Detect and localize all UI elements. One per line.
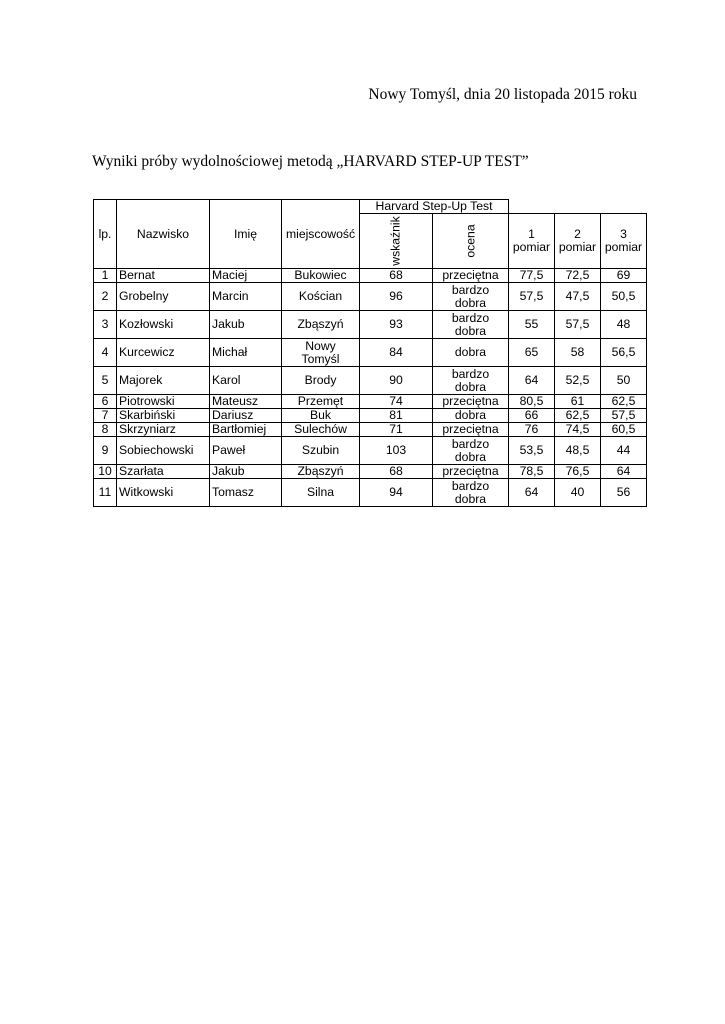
cell-wskaznik-text: 90 — [389, 373, 403, 387]
cell-lp — [94, 283, 117, 311]
cell-miejscowosc — [282, 479, 360, 507]
cell-wskaznik-text: 68 — [389, 268, 403, 282]
cell-pomiar-2-text: 57,5 — [565, 317, 590, 331]
cell-pomiar-1 — [509, 395, 555, 409]
cell-wskaznik-text: 71 — [389, 422, 403, 436]
cell-lp-text: 11 — [98, 485, 112, 499]
cell-pomiar-3-text: 60,5 — [611, 422, 636, 436]
cell-wskaznik — [360, 311, 433, 339]
table-row — [94, 437, 647, 465]
col-header-wskaznik — [360, 214, 433, 269]
cell-ocena-text: przeciętna — [442, 394, 499, 408]
cell-lp — [94, 423, 117, 437]
cell-pomiar-2 — [555, 367, 601, 395]
cell-pomiar-3 — [601, 479, 647, 507]
col-header-pomiar-2-label: pomiar — [558, 240, 597, 254]
cell-pomiar-3-text: 48 — [616, 317, 631, 331]
cell-pomiar-2 — [555, 339, 601, 367]
cell-ocena — [433, 479, 509, 507]
cell-imie-text: Karol — [212, 373, 241, 387]
cell-pomiar-1 — [509, 367, 555, 395]
cell-pomiar-2-text: 61 — [570, 394, 585, 408]
cell-lp-text: 2 — [101, 289, 109, 303]
cell-nazwisko — [117, 479, 210, 507]
cell-pomiar-2 — [555, 311, 601, 339]
col-header-pomiar-1-label: pomiar — [512, 240, 551, 254]
cell-pomiar-2 — [555, 269, 601, 283]
cell-miejscowosc — [282, 409, 360, 423]
cell-pomiar-3-text: 62,5 — [611, 394, 636, 408]
cell-imie — [210, 269, 282, 283]
cell-nazwisko — [117, 269, 210, 283]
cell-wskaznik-text: 81 — [389, 408, 403, 422]
cell-miejscowosc-text: Bukowiec — [294, 268, 347, 282]
cell-imie-text: Michał — [212, 345, 248, 359]
cell-imie — [210, 339, 282, 367]
cell-miejscowosc-text: Zbąszyń — [297, 464, 344, 478]
cell-pomiar-3 — [601, 423, 647, 437]
table-row — [94, 311, 647, 339]
cell-imie-text: Paweł — [212, 443, 246, 457]
results-table — [93, 199, 647, 507]
cell-wskaznik — [360, 367, 433, 395]
table-row — [94, 339, 647, 367]
cell-wskaznik-text: 96 — [389, 289, 403, 303]
cell-pomiar-2-text: 52,5 — [565, 373, 590, 387]
cell-lp — [94, 465, 117, 479]
cell-lp-text: 10 — [98, 464, 112, 478]
cell-nazwisko — [117, 437, 210, 465]
cell-wskaznik-text: 94 — [389, 485, 403, 499]
cell-ocena-text: dobra — [454, 295, 487, 310]
cell-pomiar-1-text: 53,5 — [519, 443, 544, 457]
cell-lp — [94, 311, 117, 339]
cell-nazwisko — [117, 339, 210, 367]
cell-miejscowosc — [282, 283, 360, 311]
cell-pomiar-2-text: 40 — [570, 485, 585, 499]
cell-wskaznik — [360, 395, 433, 409]
col-header-pomiar-1-number: 1 — [528, 227, 535, 241]
cell-imie-text: Tomasz — [212, 485, 254, 499]
cell-pomiar-3 — [601, 283, 647, 311]
col-header-lp: lp. — [94, 200, 117, 269]
cell-imie-text: Mateusz — [212, 394, 259, 408]
cell-miejscowosc-text: Szubin — [301, 443, 340, 457]
cell-ocena — [433, 437, 509, 465]
col-header-pomiar-3 — [601, 214, 647, 269]
cell-imie — [210, 367, 282, 395]
cell-wskaznik-text: 93 — [389, 317, 403, 331]
cell-imie — [210, 465, 282, 479]
cell-miejscowosc-text: Kościan — [298, 289, 343, 303]
cell-nazwisko-text: Skrzyniarz — [119, 422, 176, 436]
cell-wskaznik — [360, 269, 433, 283]
cell-pomiar-3-text: 44 — [616, 443, 631, 457]
table-row — [94, 409, 647, 423]
cell-miejscowosc-text: Przemęt — [297, 394, 344, 408]
cell-pomiar-1 — [509, 479, 555, 507]
cell-pomiar-1-text: 57,5 — [519, 289, 544, 303]
cell-lp — [94, 367, 117, 395]
cell-pomiar-2 — [555, 395, 601, 409]
cell-lp — [94, 339, 117, 367]
cell-pomiar-3-text: 57,5 — [611, 408, 636, 422]
cell-imie-text: Dariusz — [212, 408, 254, 422]
cell-ocena-text: dobra — [454, 491, 487, 506]
cell-wskaznik-text: 103 — [385, 443, 407, 457]
table-body — [94, 269, 647, 507]
cell-lp — [94, 437, 117, 465]
cell-pomiar-2-text: 47,5 — [565, 289, 590, 303]
cell-pomiar-3 — [601, 311, 647, 339]
cell-ocena — [433, 269, 509, 283]
cell-pomiar-1 — [509, 339, 555, 367]
cell-nazwisko-text: Majorek — [119, 373, 163, 387]
cell-pomiar-3 — [601, 437, 647, 465]
cell-miejscowosc — [282, 269, 360, 283]
cell-ocena — [433, 395, 509, 409]
cell-ocena-text: bardzo — [451, 310, 490, 325]
cell-wskaznik — [360, 283, 433, 311]
cell-pomiar-3 — [601, 367, 647, 395]
cell-pomiar-2 — [555, 465, 601, 479]
cell-ocena-text: bardzo — [451, 282, 490, 297]
cell-miejscowosc — [282, 339, 360, 367]
cell-miejscowosc — [282, 465, 360, 479]
cell-wskaznik — [360, 339, 433, 367]
cell-miejscowosc-text: Sulechów — [294, 422, 347, 436]
cell-pomiar-3 — [601, 395, 647, 409]
cell-pomiar-2-text: 48,5 — [565, 443, 590, 457]
cell-pomiar-1-text: 76 — [524, 422, 539, 436]
cell-pomiar-1-text: 66 — [524, 408, 539, 422]
cell-ocena — [433, 311, 509, 339]
cell-imie — [210, 311, 282, 339]
cell-lp-text: 7 — [101, 408, 109, 422]
cell-pomiar-1-text: 64 — [524, 485, 539, 499]
cell-pomiar-3-text: 50 — [616, 373, 631, 387]
cell-lp — [94, 409, 117, 423]
cell-lp-text: 5 — [101, 373, 109, 387]
cell-pomiar-3 — [601, 409, 647, 423]
table-row — [94, 283, 647, 311]
cell-nazwisko-text: Witkowski — [119, 485, 174, 499]
cell-wskaznik — [360, 409, 433, 423]
cell-ocena — [433, 283, 509, 311]
cell-miejscowosc — [282, 437, 360, 465]
cell-ocena-text: dobra — [454, 379, 487, 394]
col-header-ocena-text: ocena — [463, 224, 477, 258]
table-row — [94, 423, 647, 437]
cell-miejscowosc-text: Zbąszyń — [297, 317, 344, 331]
col-header-pomiar-3-label: pomiar — [604, 240, 643, 254]
cell-pomiar-1 — [509, 269, 555, 283]
cell-pomiar-3 — [601, 339, 647, 367]
document-title: Wyniki próby wydolnościowej metodą „HARVARD STEP-UP TEST” — [92, 153, 529, 170]
cell-wskaznik — [360, 465, 433, 479]
cell-miejscowosc — [282, 311, 360, 339]
cell-pomiar-1 — [509, 409, 555, 423]
header-spacer — [509, 200, 647, 214]
cell-pomiar-3-text: 56 — [616, 485, 631, 499]
cell-lp-text: 3 — [101, 317, 109, 331]
cell-miejscowosc-text: Buk — [309, 408, 331, 422]
cell-wskaznik — [360, 437, 433, 465]
cell-nazwisko — [117, 465, 210, 479]
cell-nazwisko — [117, 423, 210, 437]
col-header-pomiar-2-number: 2 — [574, 227, 581, 241]
cell-lp-text: 8 — [101, 422, 109, 436]
cell-lp-text: 4 — [101, 345, 109, 359]
cell-imie-text: Maciej — [212, 268, 248, 282]
table-row — [94, 367, 647, 395]
cell-ocena-text: bardzo — [451, 366, 490, 381]
cell-pomiar-3-text: 64 — [616, 464, 631, 478]
cell-ocena-text: przeciętna — [442, 422, 499, 436]
cell-wskaznik-text: 74 — [389, 394, 403, 408]
cell-pomiar-3-text: 56,5 — [611, 345, 636, 359]
cell-pomiar-2-text: 62,5 — [565, 408, 590, 422]
cell-ocena — [433, 423, 509, 437]
col-header-ocena — [433, 214, 509, 269]
col-header-wskaznik-text: wskaźnik — [388, 216, 403, 266]
cell-imie-text: Jakub — [212, 464, 245, 478]
cell-pomiar-1-text: 80,5 — [519, 394, 544, 408]
col-header-pomiar-2 — [555, 214, 601, 269]
cell-imie — [210, 395, 282, 409]
cell-pomiar-1-text: 78,5 — [519, 464, 544, 478]
cell-lp — [94, 269, 117, 283]
cell-nazwisko-text: Sobiechowski — [119, 443, 194, 457]
cell-pomiar-3-text: 69 — [616, 268, 631, 282]
cell-imie-text: Jakub — [212, 317, 245, 331]
cell-imie — [210, 479, 282, 507]
cell-wskaznik — [360, 423, 433, 437]
cell-ocena-text: bardzo — [451, 478, 490, 493]
cell-miejscowosc — [282, 423, 360, 437]
cell-miejscowosc — [282, 367, 360, 395]
cell-pomiar-3-text: 50,5 — [611, 289, 636, 303]
cell-pomiar-2 — [555, 423, 601, 437]
cell-nazwisko-text: Kozłowski — [119, 317, 174, 331]
cell-wskaznik-text: 68 — [389, 464, 403, 478]
cell-pomiar-1-text: 64 — [524, 373, 539, 387]
cell-pomiar-2-text: 74,5 — [565, 422, 590, 436]
cell-pomiar-2-text: 58 — [570, 345, 585, 359]
cell-imie — [210, 437, 282, 465]
cell-nazwisko — [117, 367, 210, 395]
cell-pomiar-3 — [601, 465, 647, 479]
cell-pomiar-2 — [555, 283, 601, 311]
cell-imie-text: Bartłomiej — [212, 422, 267, 436]
cell-imie-text: Marcin — [212, 289, 249, 303]
col-header-imie: Imię — [210, 200, 282, 269]
cell-ocena-text: przeciętna — [442, 464, 499, 478]
col-header-pomiar-1 — [509, 214, 555, 269]
cell-miejscowosc — [282, 395, 360, 409]
cell-nazwisko-text: Piotrowski — [119, 394, 175, 408]
cell-nazwisko-text: Kurcewicz — [119, 345, 175, 359]
cell-nazwisko — [117, 283, 210, 311]
cell-pomiar-2-text: 76,5 — [565, 464, 590, 478]
col-header-pomiar-3-number: 3 — [620, 227, 627, 241]
cell-pomiar-1 — [509, 311, 555, 339]
cell-pomiar-2 — [555, 409, 601, 423]
cell-nazwisko-text: Grobelny — [119, 289, 169, 303]
cell-pomiar-2-text: 72,5 — [565, 268, 590, 282]
cell-miejscowosc-text: Tomyśl — [301, 351, 340, 366]
col-header-nazwisko: Nazwisko — [117, 200, 210, 269]
cell-pomiar-3 — [601, 269, 647, 283]
cell-lp — [94, 479, 117, 507]
cell-nazwisko — [117, 311, 210, 339]
cell-nazwisko-text: Bernat — [119, 268, 155, 282]
cell-nazwisko-text: Skarbiński — [119, 408, 176, 422]
cell-lp-text: 9 — [101, 443, 109, 457]
cell-nazwisko-text: Szarłata — [119, 464, 164, 478]
table-header — [94, 200, 647, 269]
table-row — [94, 269, 647, 283]
cell-pomiar-1-text: 55 — [524, 317, 539, 331]
table-row — [94, 465, 647, 479]
cell-ocena-text: dobra — [454, 323, 487, 338]
cell-ocena — [433, 409, 509, 423]
group-header-harvard: Harvard Step-Up Test — [360, 200, 509, 214]
col-header-miejscowosc: miejscowość — [282, 200, 360, 269]
cell-miejscowosc-text: Brody — [304, 373, 337, 387]
cell-wskaznik — [360, 479, 433, 507]
cell-lp-text: 1 — [101, 268, 109, 282]
cell-ocena-text: dobra — [454, 408, 487, 422]
cell-pomiar-2 — [555, 479, 601, 507]
cell-ocena — [433, 465, 509, 479]
cell-miejscowosc-text: Silna — [306, 485, 335, 499]
cell-imie — [210, 409, 282, 423]
cell-nazwisko — [117, 409, 210, 423]
cell-pomiar-1 — [509, 423, 555, 437]
cell-pomiar-1 — [509, 465, 555, 479]
cell-pomiar-1-text: 65 — [524, 345, 539, 359]
cell-ocena — [433, 367, 509, 395]
cell-nazwisko — [117, 395, 210, 409]
cell-lp-text: 6 — [101, 394, 109, 408]
table-row — [94, 395, 647, 409]
cell-pomiar-1 — [509, 283, 555, 311]
cell-imie — [210, 283, 282, 311]
cell-pomiar-2 — [555, 437, 601, 465]
document-date: Nowy Tomyśl, dnia 20 listopada 2015 roku — [368, 86, 637, 103]
cell-wskaznik-text: 84 — [389, 345, 403, 359]
cell-ocena-text: przeciętna — [442, 268, 499, 282]
cell-miejscowosc-text: Nowy — [305, 338, 336, 353]
cell-lp — [94, 395, 117, 409]
table-row — [94, 479, 647, 507]
cell-imie — [210, 423, 282, 437]
cell-pomiar-1 — [509, 437, 555, 465]
cell-ocena-text: bardzo — [451, 436, 490, 451]
cell-pomiar-1-text: 77,5 — [519, 268, 544, 282]
cell-ocena-text: dobra — [454, 449, 487, 464]
cell-ocena-text: dobra — [454, 345, 487, 359]
cell-ocena — [433, 339, 509, 367]
